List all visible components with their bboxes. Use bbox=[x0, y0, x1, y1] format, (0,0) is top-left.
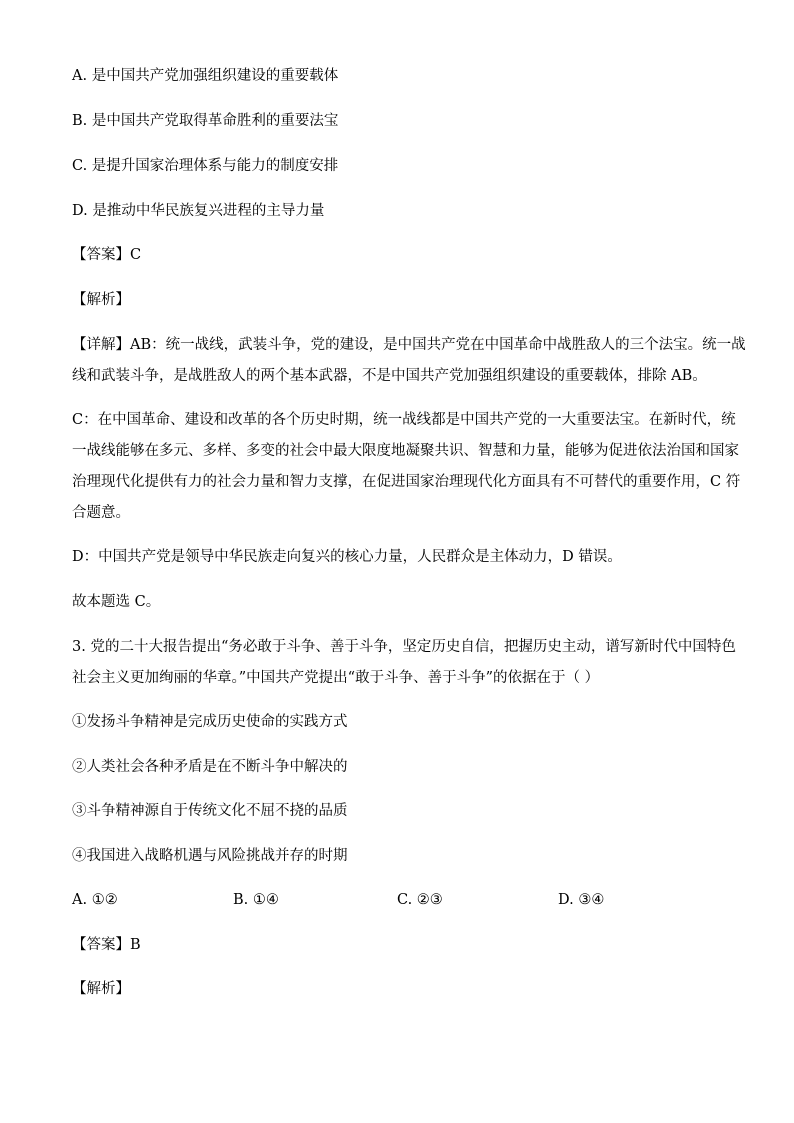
detail-label: 【详解】 bbox=[72, 337, 130, 353]
detail-line: 线和武装斗争，是战胜敌人的两个基本武器，不是中国共产党加强组织建设的重要载体，排除 AB。 bbox=[72, 368, 707, 384]
q3-choices bbox=[72, 890, 722, 910]
detail-line: 合题意。 bbox=[72, 505, 130, 521]
answer-label: 【答案】 bbox=[72, 247, 130, 263]
q3-statement-1: ①发扬斗争精神是完成历史使命的实践方式 bbox=[72, 714, 348, 730]
q3-choice-a: A. ①② bbox=[72, 892, 118, 908]
detail-text: AB：统一战线，武装斗争，党的建设，是中国共产党在中国革命中战胜敌人的三个法宝。统一战 bbox=[130, 337, 746, 353]
q3-statement-3: ③斗争精神源自于传统文化不屈不挠的品质 bbox=[72, 803, 348, 819]
conclusion-line: 故本题选 C。 bbox=[72, 594, 161, 610]
q2-option-c: C. 是提升国家治理体系与能力的制度安排 bbox=[72, 158, 339, 174]
q3-stem-line: 社会主义更加绚丽的华章。”中国共产党提出“敢于斗争、善于斗争”的依据在于（ ） bbox=[72, 670, 600, 686]
q2-option-b: B. 是中国共产党取得革命胜利的重要法宝 bbox=[72, 113, 339, 129]
q3-choice-c: C. ②③ bbox=[397, 892, 443, 908]
q2-option-d: D. 是推动中华民族复兴进程的主导力量 bbox=[72, 203, 325, 219]
q3-choice-d: D. ③④ bbox=[558, 892, 605, 908]
q3-answer-line bbox=[72, 935, 722, 955]
detail-line: C：在中国革命、建设和改革的各个历史时期，统一战线都是中国共产党的一大重要法宝。在新时代，统 bbox=[72, 412, 736, 428]
detail-line bbox=[72, 335, 746, 355]
analysis-label: 【解析】 bbox=[72, 292, 130, 308]
answer-label: 【答案】 bbox=[72, 937, 130, 953]
detail-line: D：中国共产党是领导中华民族走向复兴的核心力量，人民群众是主体动力，D 错误。 bbox=[72, 549, 622, 565]
detail-line: 一战线能够在多元、多样、多变的社会中最大限度地凝聚共识、智慧和力量，能够为促进依法治国和国家 bbox=[72, 443, 739, 459]
analysis-label: 【解析】 bbox=[72, 981, 130, 997]
q2-answer-line bbox=[72, 245, 722, 265]
answer-value: C bbox=[130, 247, 142, 263]
detail-line: 治理现代化提供有力的社会力量和智力支撑，在促进国家治理现代化方面具有不可替代的重要作用，C 符 bbox=[72, 474, 741, 490]
q3-choice-b: B. ①④ bbox=[233, 892, 279, 908]
q3-statement-2: ②人类社会各种矛盾是在不断斗争中解决的 bbox=[72, 759, 348, 775]
q3-stem-line: 3. 党的二十大报告提出“务必敢于斗争、善于斗争，坚定历史自信，把握历史主动，谱写新时代中国特色 bbox=[72, 639, 736, 655]
q2-option-a: A. 是中国共产党加强组织建设的重要载体 bbox=[72, 68, 339, 84]
q3-statement-4: ④我国进入战略机遇与风险挑战并存的时期 bbox=[72, 848, 348, 864]
answer-value: B bbox=[130, 937, 141, 953]
